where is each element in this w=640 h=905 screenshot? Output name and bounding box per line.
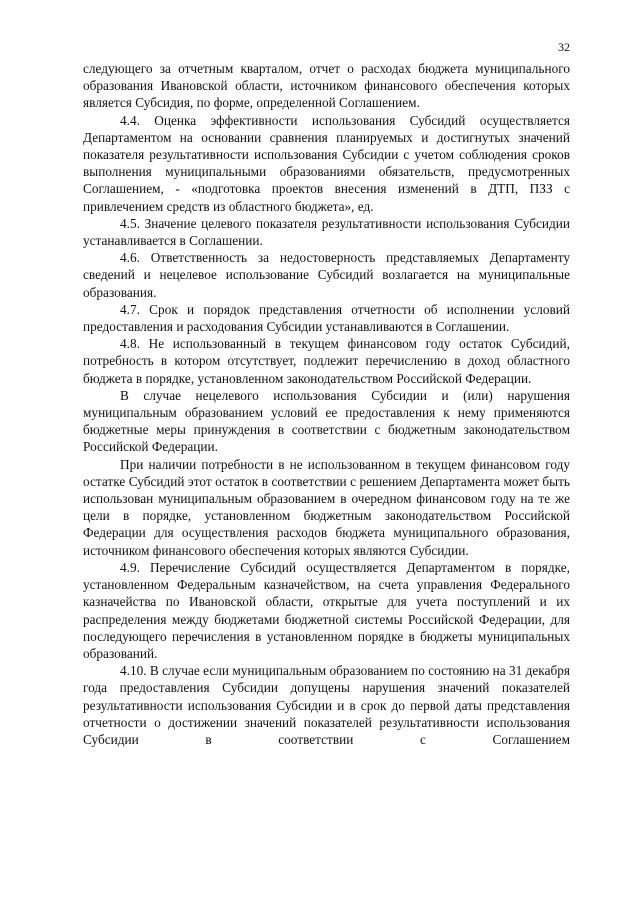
document-body [83,60,570,748]
paragraph-4-4: 4.4. Оценка эффективности использования Субсидий осуществляется Департаментом на основании сравнения планируемых и достигнутых значений показателя результативности использования Субсидии с учетом соблюдения сроков выполнения муниципальными образованиями обязательств, предусмотренных Соглашением, - «подготовка проектов внесения изменений в ДТП, ПЗЗ с привлечением средств из областного бюджета», ед. [83,112,570,214]
paragraph-4-8: 4.8. Не использованный в текущем финансовом году остаток Субсидий, потребность в котором отсутствует, подлежит перечислению в доход областного бюджета в порядке, установленном законодательством Российской Федерации. [83,336,570,386]
paragraph-misuse: В случае нецелевого использования Субсидии и (или) нарушения муниципальным образованием условий ее предоставления к нему применяются бюджетные меры принуждения в соответствии с бюджетным законодательством Российской Федерации. [83,387,570,455]
page-number: 32 [558,40,570,54]
paragraph-remainder: При наличии потребности в не использованном в текущем финансовом году остатке Субсидий этот остаток в соответствии с решением Департамента может быть использован муниципальным образованием в очередном финансовом году на те же цели в порядке, установленном бюджетным законодательством Российской Федерации для осуществления расходов бюджета муниципального образования, источником финансового обеспечения которых являются Субсидии. [83,456,570,558]
paragraph-4-10: 4.10. В случае если муниципальным образованием по состоянию на 31 декабря года предоставления Субсидии допущены нарушения значений показателей результативности использования Субсидии и в срок до первой даты представления отчетности о достижении значений показателей результативности использования Субсидии в соответствии с Соглашением [83,663,570,747]
paragraph-4-6: 4.6. Ответственность за недостоверность представляемых Департаменту сведений и нецелевое использование Субсидий возлагается на муниципальные образования. [83,250,570,300]
paragraph-continuation: следующего за отчетным кварталом, отчет о расходах бюджета муниципального образования Ивановской области, источником финансового обеспечения которых является Субсидия, по форме, определенной Соглашением. [83,61,570,111]
paragraph-4-7: 4.7. Срок и порядок представления отчетности об исполнении условий предоставления и расходования Субсидии устанавливаются в Соглашении. [83,301,570,335]
paragraph-4-5: 4.5. Значение целевого показателя результативности использования Субсидии устанавливается в Соглашении. [83,215,570,249]
paragraph-4-9: 4.9. Перечисление Субсидий осуществляется Департаментом в порядке, установленном Федеральным казначейством, на счета управления Федерального казначейства по Ивановской области, открытые для учета поступлений и их распределения между бюджетами бюджетной системы Российской Федерации, для последующего перечисления в установленном порядке в бюджеты муниципальных образований. [83,559,570,661]
